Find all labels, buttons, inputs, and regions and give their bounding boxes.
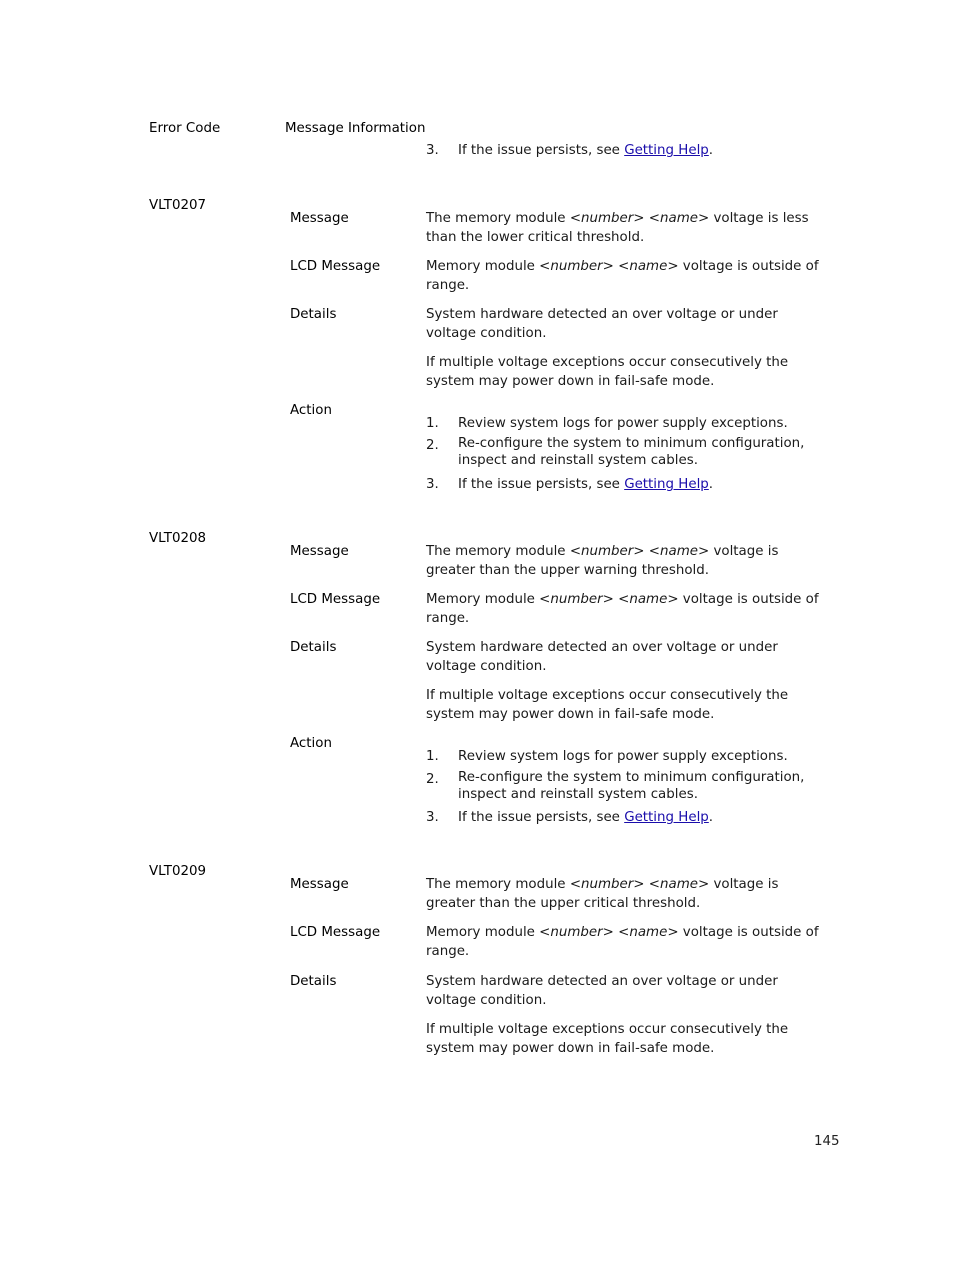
action-item: Review system logs for power supply exceptions.: [458, 749, 788, 764]
lcd-message-text: Memory module <number> <name> voltage is outside of range.: [426, 259, 819, 293]
label-details: Details: [290, 640, 337, 655]
action-item: Review system logs for power supply exceptions.: [458, 416, 788, 431]
label-message: Message: [290, 544, 349, 559]
message-text: The memory module <number> <name> voltage is less than the lower critical threshold.: [426, 211, 809, 245]
label-lcd-message: LCD Message: [290, 592, 381, 607]
details-text-2: If multiple voltage exceptions occur consecutively the system may power down in fail-safe mode.: [426, 355, 789, 389]
action-item: If the issue persists, see Getting Help.: [458, 810, 714, 825]
details-text-2: If multiple voltage exceptions occur consecutively the system may power down in fail-safe mode.: [426, 1022, 789, 1056]
error-code-vlt0209: VLT0209: [149, 864, 207, 879]
carry-over-item: If the issue persists, see Getting Help.: [458, 143, 714, 158]
page-number: 145: [814, 1134, 840, 1149]
column-header-error-code: Error Code: [149, 121, 221, 136]
action-number: 1.: [426, 749, 439, 764]
label-lcd-message: LCD Message: [290, 259, 381, 274]
error-code-vlt0207: VLT0207: [149, 198, 207, 213]
label-action: Action: [290, 736, 332, 751]
details-text-2: If multiple voltage exceptions occur consecutively the system may power down in fail-safe mode.: [426, 688, 789, 722]
label-details: Details: [290, 307, 337, 322]
message-text: The memory module <number> <name> voltage is greater than the upper warning threshold.: [426, 544, 779, 578]
lcd-message-text: Memory module <number> <name> voltage is outside of range.: [426, 592, 819, 626]
action-number: 3.: [426, 477, 439, 492]
action-item: If the issue persists, see Getting Help.: [458, 477, 714, 492]
action-number: 2.: [426, 438, 439, 453]
details-text: System hardware detected an over voltage or under voltage condition.: [426, 307, 778, 341]
label-action: Action: [290, 403, 332, 418]
action-item: Re-configure the system to minimum configuration, inspect and reinstall system cables.: [458, 770, 805, 802]
getting-help-link[interactable]: Getting Help: [624, 810, 709, 825]
getting-help-link[interactable]: Getting Help: [624, 477, 709, 492]
carry-over-item-number: 3.: [426, 143, 439, 158]
details-text: System hardware detected an over voltage or under voltage condition.: [426, 640, 778, 674]
column-header-message-information: Message Information: [285, 121, 426, 136]
error-code-vlt0208: VLT0208: [149, 531, 207, 546]
message-text: The memory module <number> <name> voltage is greater than the upper critical threshold.: [426, 877, 779, 911]
label-lcd-message: LCD Message: [290, 925, 381, 940]
action-number: 3.: [426, 810, 439, 825]
label-message: Message: [290, 877, 349, 892]
getting-help-link[interactable]: Getting Help: [624, 143, 709, 158]
action-item: Re-configure the system to minimum configuration, inspect and reinstall system cables.: [458, 436, 805, 468]
action-number: 2.: [426, 772, 439, 787]
lcd-message-text: Memory module <number> <name> voltage is outside of range.: [426, 925, 819, 959]
label-details: Details: [290, 974, 337, 989]
action-number: 1.: [426, 416, 439, 431]
details-text: System hardware detected an over voltage or under voltage condition.: [426, 974, 778, 1008]
label-message: Message: [290, 211, 349, 226]
